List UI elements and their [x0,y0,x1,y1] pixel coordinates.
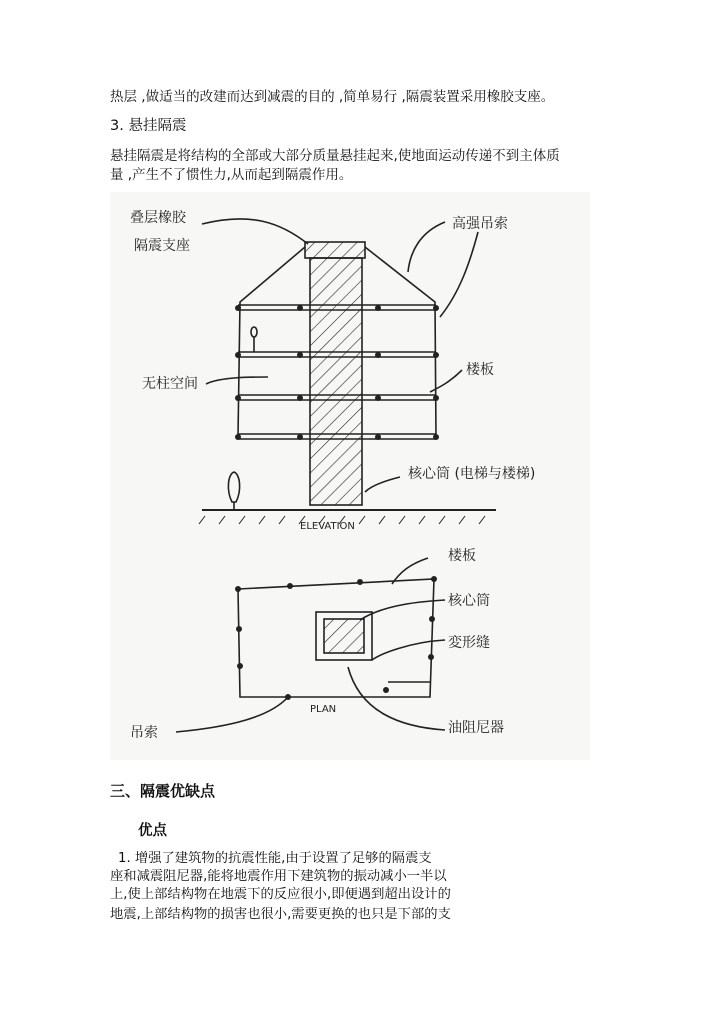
paragraph-line: 地震,上部结构物的损害也很小,需要更换的也只是下部的支 [110,907,451,922]
paragraph-line: 上,使上部结构物在地震下的反应很小,即便遇到超出设计的 [110,887,451,902]
plan-label-beam: 変形缝 [448,635,490,651]
plan-label-cable: 吊索 [130,725,158,741]
label-floor: 楼板 [466,362,494,378]
plan-label-floor: 楼板 [448,548,476,564]
cable-right [365,247,436,437]
advantages-title: 优点 [138,823,167,839]
person-icon [251,327,257,337]
core-tube [310,258,362,505]
sketch-svg [110,192,590,760]
rubber-bearing [305,242,365,258]
paragraph-line: 量 ,产生不了惯性力,从而起到隔震作用。 [110,167,353,183]
label-core: 核心筒 (电梯与楼梯) [408,466,536,482]
plan-core [324,619,364,653]
label-cable: 高强吊索 [452,216,508,232]
paragraph-line: 热层 ,做适当的改建而达到减震的目的 ,简单易行 ,隔震装置采用橡胶支座。 [110,89,555,105]
paragraph-line: 1. 增强了建筑物的抗震性能,由于设置了足够的隔震支 [118,851,432,866]
plan-label-core: 核心筒 [448,593,490,609]
plan-label-damper: 油阻尼器 [448,720,504,736]
subheading: 3. 悬挂隔震 [110,118,187,134]
cable-left [238,247,305,437]
paragraph-line: 悬挂隔震是将结构的全部或大部分质量悬挂起来,使地面运动传递不到主体质 [110,148,560,164]
elevation-caption: ELEVATION [300,521,355,532]
label-column-free-space: 无柱空间 [142,376,198,392]
plan-labels [130,547,504,741]
label-rubber-bearing-1: 叠层橡胶 [130,210,186,226]
plan-caption: PLAN [310,704,337,715]
paragraph-line: 座和减震阻尼器,能将地震作用下建筑物的振动减小一半以 [110,869,447,884]
section-title: 三、隔震优缺点 [110,782,216,800]
suspension-isolation-sketch [110,192,590,760]
tree-icon [228,472,239,502]
label-rubber-bearing-2: 隔震支座 [134,238,190,254]
